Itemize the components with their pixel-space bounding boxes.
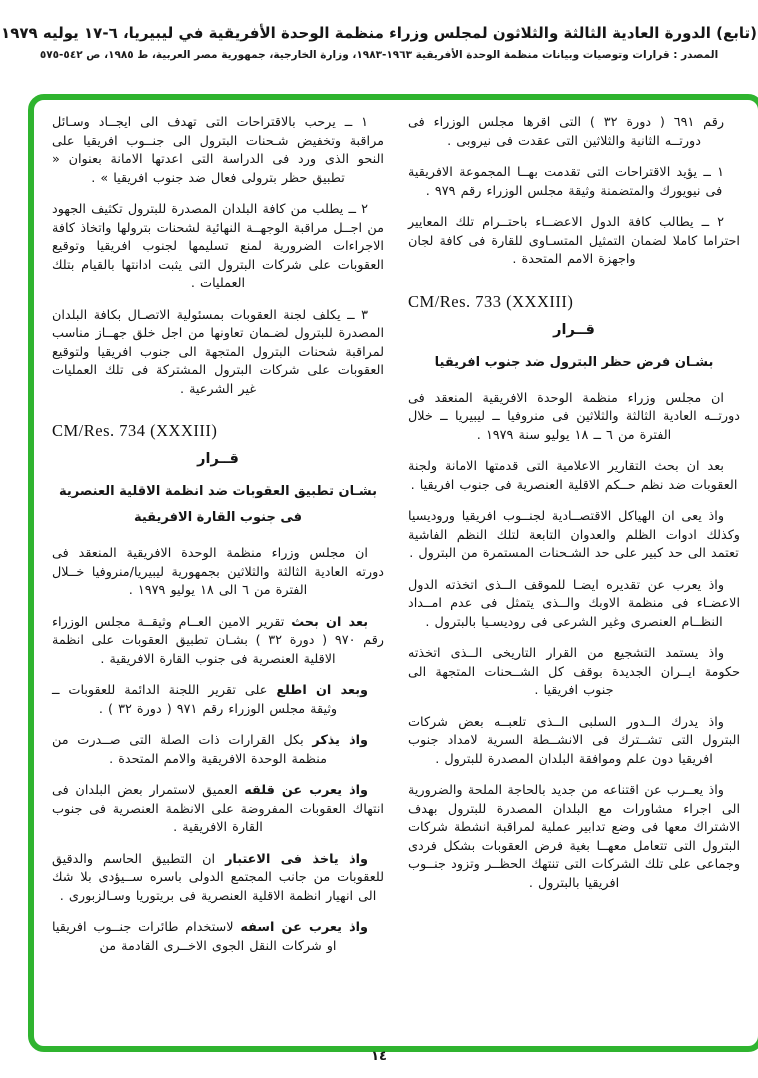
decision-heading: قــرار bbox=[197, 451, 239, 467]
subject-heading-oil-embargo: بشـان فرض حظر البترول ضد جنوب افريقيا bbox=[434, 354, 714, 370]
paragraph: واذ يعى ان الهياكل الاقتصــادية لجنــوب افريقيا وروديسيا وكذلك ادوات الظلم والعدوان التابعة لتلك النظم الفاشية تعتمد الى حد كبير على حد الشـحنات المستمرة من البترول . bbox=[408, 509, 740, 561]
resolution-ref-733: CM/Res. 733 (XXXIII) bbox=[408, 291, 574, 311]
paragraph: واذ يعــرب عن اقتناعه من جديد بالحاجة الملحة والضرورية الى اجراء مشاورات مع البلدان المصدرة للبترول بهدف الاشتراك معها فى وضع تدابير عملية لمراقبة انشطة شركات البترول التى تتعامل معهــا بغية فرض العقوبات بشكل فردى وجماعى على تلك الشركات التى تنتهك الحظــر وتزود جنــوب افريقيا بالبترول . bbox=[408, 783, 740, 891]
paragraph: ٣ ــ يكلف لجنة العقوبات بمسئولية الاتصـال بكافة البلدان المصدرة للبترول لضـمان تعاونها من اجل خلق جهــاز مناسب لمراقبة شحنات البترول المتجهة الى جنوب افريقيا ولتوقيع العقوبات على شركات البترول المشتركة فى تلك العمليات غير الشرعية . bbox=[52, 307, 384, 397]
session-title: (تابع) الدورة العادية الثالثة والثلاثون لمجلس وزراء منظمة الوحدة الأفريقية في ليبيريا، ٦-١٧ يوليه ١٩٧٩ bbox=[1, 24, 757, 42]
resolution-ref-734: CM/Res. 734 (XXXIII) bbox=[52, 421, 218, 440]
paragraph-rest: العميق لاستمرار بعض البلدان فى انتهاك العقوبات المفروضة على الانظمة العنصرية فى جنوب القارة الافريقية . bbox=[52, 783, 384, 835]
paragraph: بعد ان بحث التقارير الاعلامية التى قدمتها الامانة ولجنة العقوبات ضد نظم حــكم الاقلية العنصرية فى جنوب افريقيا . bbox=[408, 459, 738, 493]
paragraph-rest: لاستخدام طائرات جنــوب افريقيا او شركات النقل الجوى الاخــرى القادمة من bbox=[52, 920, 337, 954]
paragraph-lead: واذ ياخذ فى الاعتبار bbox=[225, 851, 368, 867]
paragraph: واذ يعرب عن تقديره ايضـا للموقف الــذى اتخذته الدول الاعضـاء فى منظمة الاوبك والــذى يتمثل فى عدم امــداد النظــام العنصرى وغير الشرعى فى روديسـيا بالبترول . bbox=[408, 577, 740, 630]
paragraph bbox=[52, 919, 384, 956]
paragraph-rest: على تقرير اللجنة الدائمة للعقوبات ــ وثيقة مجلس الوزراء رقم ٩٧١ ( دورة ٣٢ ) . bbox=[52, 683, 338, 717]
paragraph-lead: وبعد ان اطلع bbox=[276, 683, 368, 698]
page-header bbox=[0, 24, 758, 61]
subject-heading-sanctions: بشـان تطبيق العقوبات ضد انظمة الاقلية العنصرية فى جنوب القارة الافريقية bbox=[58, 484, 378, 525]
paragraph bbox=[52, 782, 384, 838]
paragraph-lead: واذ يذكر bbox=[312, 733, 368, 748]
decision-heading: قــرار bbox=[553, 321, 595, 338]
content-frame bbox=[28, 94, 758, 1052]
paragraph: ١ ــ يرحب بالاقتراحات التى تهدف الى ايجــاد وسـائل مراقبة وتخفيض شـحنات البترول الى جنــوب افريقيا على النحو الذى ورد فى الدراسة التى اعدتها الامانة بعنوان « تطبيق حظر بترولى فعال ضد جنوب افريقيا » . bbox=[52, 115, 384, 186]
paragraph: ١ ــ يؤيد الاقتراحات التى تقدمت بهــا المجموعة الافريقية فى نيويورك والمتضمنة وثيقة مجلس الوزراء رقم ٩٧٩ . bbox=[408, 165, 724, 199]
paragraph-lead: واذ يعرب عن قلقه bbox=[244, 783, 368, 798]
paragraph-rest: تقرير الامين العــام وثيقــة مجلس الوزراء رقم ٩٧٠ ( دورة ٣٢ ) بشـان تطبيق العقوبات على انظمة الاقلية العنصرية فى جنوب القارة الافريقية . bbox=[52, 614, 384, 667]
page-number: ١٤ bbox=[371, 1049, 387, 1064]
paragraph bbox=[52, 614, 384, 670]
paragraph-rest: ان التطبيق الحاسم والدقيق للعقوبات من جانب المجتمع الدولى باسره ســيؤدى بلا شك الى انهيار انظمة الاقلية العنصرية فى بريتوريا وسـالزبورى . bbox=[52, 851, 384, 904]
paragraph-lead: واذ يعرب عن اسفه bbox=[240, 920, 368, 935]
paragraph bbox=[52, 732, 384, 769]
paragraph: واذ يستمد التشجيع من القرار التاريخى الــذى اتخذته حكومة ايــران الجديدة بوقف كل الشــحنات المتجهة الى جنوب افريقيا . bbox=[408, 646, 740, 698]
paragraph: ان مجلس وزراء منظمة الوحدة الافريقية المنعقد فى دورته العادية الثالثة والثلاثين بجمهورية ليبيريا/منروفيا خــلال الفترة من ٦ الى ١٨ يوليو ١٩٧٩ . bbox=[52, 546, 384, 598]
paragraph: ٢ ــ يطالب كافة الدول الاعضــاء باحتــرام تلك المعايير احتراما كاملا لضمان التمثيل المتسـاوى للقارة فى كافة لجان واجهزة الامم المتحدة . bbox=[408, 215, 740, 267]
paragraph: ٢ ــ يطلب من كافة البلدان المصدرة للبترول تكثيف الجهود من اجــل مراقبة الوجهــة النهائية لشحنات بترولها واتخاذ كافة الاجراءات الضرورية لمنع تسليمها لجنوب افريقيا وتوقيع العقوبات على شركات البترول التى يثبت ادانتها بالقيام بتلك العمليات . bbox=[52, 202, 384, 291]
paragraph: ان مجلس وزراء منظمة الوحدة الافريقية المنعقد فى دورتــه العادية الثالثة والثلاثين فى منروفيا ــ ليبيريا ــ خلال الفترة من ٦ ــ ١٨ يوليو سنة ١٩٧٩ . bbox=[408, 390, 740, 443]
paragraph: واذ يدرك الــدور السلبى الــذى تلعبــه بعض شركات البترول التى تشــترك فى الانشــطة السرية لامداد جنوب افريقيا دون علم وموافقة البلدان المصدرة للبترول . bbox=[408, 714, 740, 767]
paragraph-rest: بكل القرارات ذات الصلة التى صــدرت من منظمة الوحدة الافريقية والامم المتحدة . bbox=[52, 733, 327, 767]
column-right bbox=[408, 114, 740, 1040]
paragraph bbox=[52, 682, 384, 719]
source-line: المصدر : قرارات وتوصيات وبيانات منظمة الوحدة الأفريقية ١٩٦٣-١٩٨٣، وزارة الخارجية، جمهورية مصر العربية، ط ١٩٨٥، ص ٥٤٢-٥٧٥ bbox=[39, 49, 719, 61]
paragraph bbox=[52, 851, 384, 907]
paragraph: رقم ٦٩١ ( دورة ٣٢ ) التى اقرها مجلس الوزراء فى دورتــه الثانية والثلاثين التى عقدت فى نيروبى . bbox=[408, 115, 724, 149]
paragraph-lead: بعد ان بحث bbox=[291, 614, 369, 630]
column-left bbox=[52, 114, 384, 1040]
